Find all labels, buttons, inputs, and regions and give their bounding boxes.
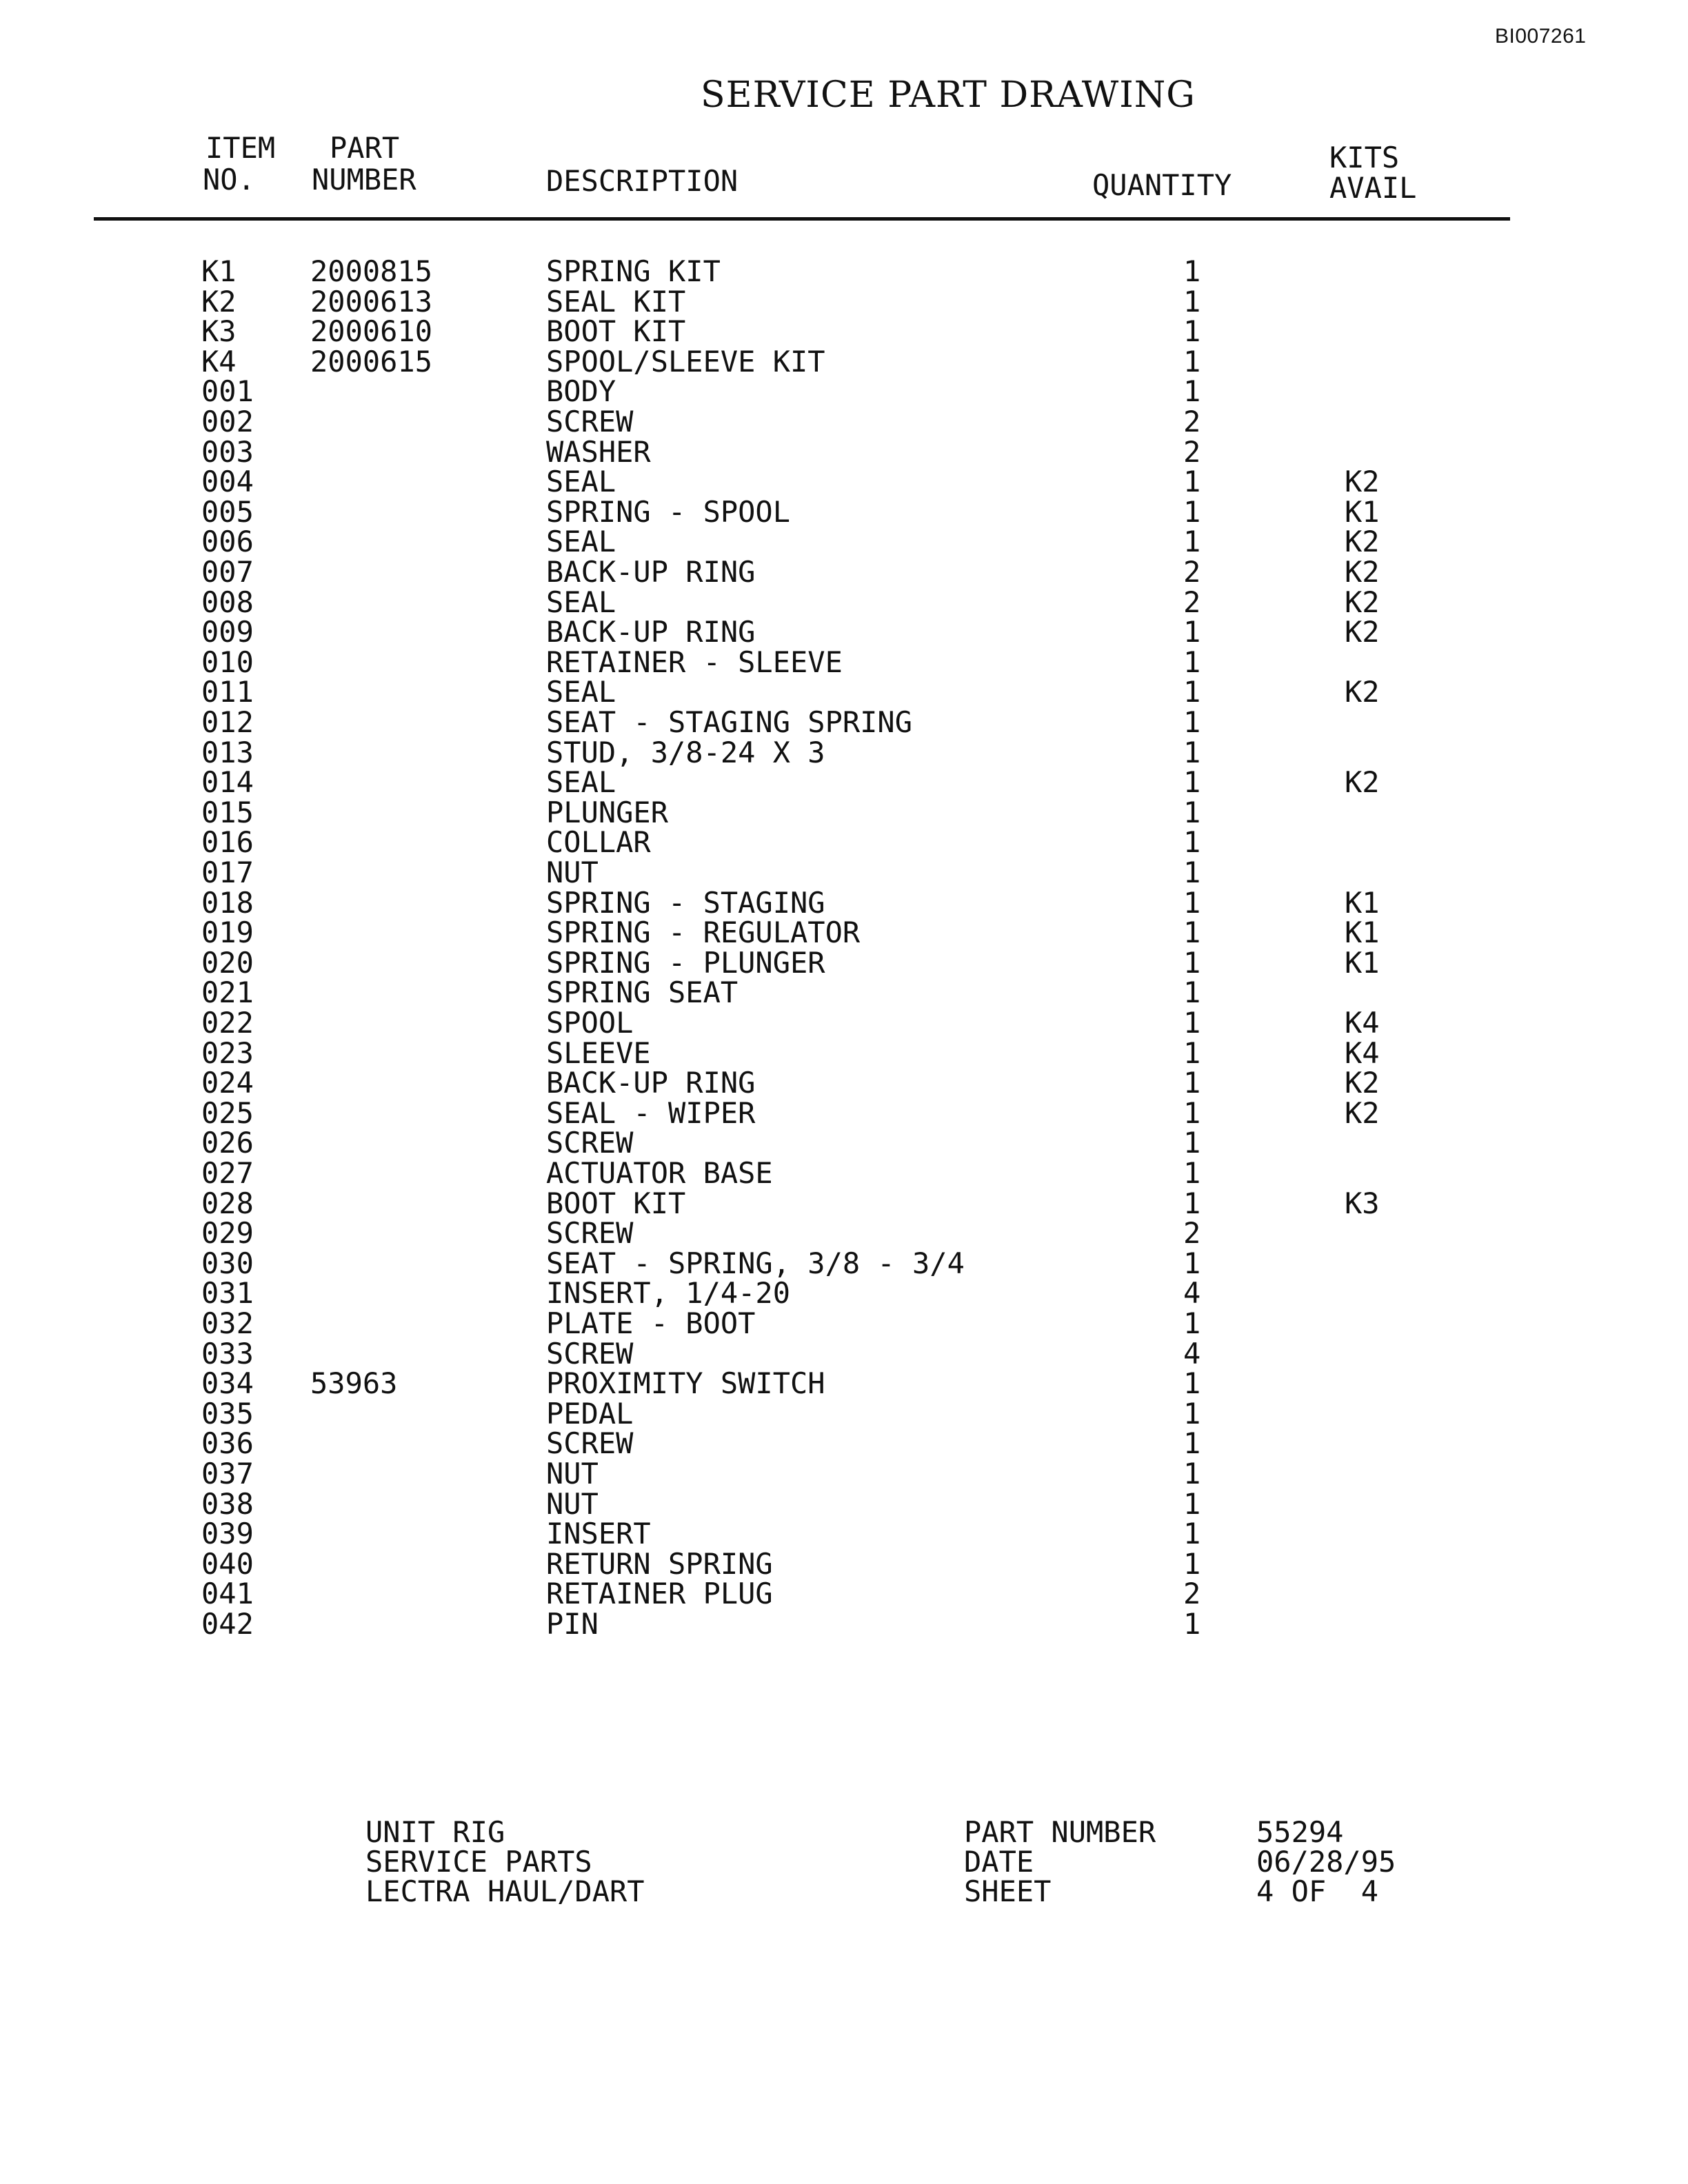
item-number: 035 xyxy=(201,1396,254,1430)
quantity: 1 xyxy=(1183,735,1201,769)
table-row xyxy=(0,1428,1688,1459)
quantity: 1 xyxy=(1183,1006,1201,1040)
part-description: NUT xyxy=(546,856,599,889)
quantity: 2 xyxy=(1183,1577,1201,1611)
item-number: 005 xyxy=(201,494,254,529)
table-row xyxy=(0,1186,1688,1220)
header-part-line1: PART xyxy=(330,131,400,165)
kit-available: K2 xyxy=(1345,615,1380,649)
footer-product: LECTRA HAUL/DART xyxy=(365,1874,645,1908)
item-number: 011 xyxy=(201,675,254,709)
table-row xyxy=(0,858,1688,888)
quantity: 4 xyxy=(1183,1276,1201,1311)
part-description: BOOT KIT xyxy=(546,314,686,349)
part-number: 53963 xyxy=(310,1366,398,1401)
table-row xyxy=(0,1486,1688,1521)
item-number: 020 xyxy=(201,945,254,980)
item-number: 017 xyxy=(201,856,254,889)
part-description: PEDAL xyxy=(546,1396,634,1430)
kit-available: K2 xyxy=(1345,765,1380,800)
part-description: SCREW xyxy=(546,405,634,438)
quantity: 1 xyxy=(1183,494,1201,529)
quantity: 1 xyxy=(1183,675,1201,709)
kit-available: K3 xyxy=(1345,1186,1380,1220)
header-quantity: QUANTITY xyxy=(1092,168,1232,202)
table-row xyxy=(0,256,1688,287)
item-number: 009 xyxy=(201,615,254,649)
item-number: 023 xyxy=(201,1035,254,1070)
item-number: 012 xyxy=(201,705,254,739)
item-number: 003 xyxy=(201,434,254,469)
item-number: 007 xyxy=(201,555,254,589)
quantity: 1 xyxy=(1183,374,1201,409)
item-number: 042 xyxy=(201,1607,254,1641)
part-description: ACTUATOR BASE xyxy=(546,1156,773,1190)
header-item-line1: ITEM xyxy=(205,131,276,165)
kit-available: K2 xyxy=(1345,525,1380,559)
quantity: 1 xyxy=(1183,1607,1201,1641)
quantity: 1 xyxy=(1183,284,1201,318)
part-description: INSERT, 1/4-20 xyxy=(546,1276,791,1311)
quantity: 1 xyxy=(1183,1126,1201,1160)
quantity: 1 xyxy=(1183,1457,1201,1490)
quantity: 1 xyxy=(1183,1546,1201,1581)
part-description: SCREW xyxy=(546,1336,634,1371)
part-description: BOOT KIT xyxy=(546,1186,686,1220)
table-row xyxy=(0,284,1688,318)
table-row xyxy=(0,494,1688,529)
item-number: 008 xyxy=(201,585,254,619)
table-row xyxy=(0,1546,1688,1581)
item-number: 034 xyxy=(201,1366,254,1401)
footer-service-parts: SERVICE PARTS xyxy=(365,1845,592,1879)
header-kits-line2: AVAIL xyxy=(1329,171,1417,205)
item-number: 015 xyxy=(201,795,254,829)
part-description: PROXIMITY SWITCH xyxy=(546,1366,825,1401)
quantity: 1 xyxy=(1183,885,1201,920)
item-number: 032 xyxy=(201,1306,254,1340)
item-number: 029 xyxy=(201,1216,254,1251)
table-row xyxy=(0,918,1688,948)
quantity: 2 xyxy=(1183,405,1201,438)
quantity: 1 xyxy=(1183,1066,1201,1100)
item-number: 040 xyxy=(201,1546,254,1581)
item-number: 006 xyxy=(201,525,254,559)
footer-label-date: DATE xyxy=(964,1845,1034,1879)
table-row xyxy=(0,1035,1688,1070)
item-number: 021 xyxy=(201,975,254,1010)
item-number: 027 xyxy=(201,1156,254,1190)
item-number: 036 xyxy=(201,1426,254,1461)
quantity: 1 xyxy=(1183,615,1201,649)
part-description: PIN xyxy=(546,1607,599,1641)
kit-available: K2 xyxy=(1345,465,1380,499)
quantity: 1 xyxy=(1183,1396,1201,1430)
table-row xyxy=(0,1579,1688,1609)
header-description: DESCRIPTION xyxy=(546,164,738,198)
table-row xyxy=(0,1336,1688,1371)
table-row xyxy=(0,795,1688,829)
table-row xyxy=(0,1095,1688,1130)
part-description: SPRING - REGULATOR xyxy=(546,916,861,950)
item-number: K4 xyxy=(201,344,237,378)
document-id: BI007261 xyxy=(1495,25,1587,48)
table-row xyxy=(0,587,1688,618)
quantity: 1 xyxy=(1183,1517,1201,1551)
kit-available: K1 xyxy=(1345,945,1380,980)
item-number: 037 xyxy=(201,1457,254,1490)
item-number: 010 xyxy=(201,645,254,679)
item-number: K2 xyxy=(201,284,237,318)
quantity: 1 xyxy=(1183,1095,1201,1130)
quantity: 1 xyxy=(1183,916,1201,950)
quantity: 1 xyxy=(1183,344,1201,378)
quantity: 1 xyxy=(1183,825,1201,860)
part-description: SPRING - STAGING xyxy=(546,885,825,920)
table-row xyxy=(0,344,1688,378)
kit-available: K1 xyxy=(1345,916,1380,950)
item-number: 019 xyxy=(201,916,254,950)
table-row xyxy=(0,1216,1688,1251)
table-row xyxy=(0,975,1688,1010)
item-number: 026 xyxy=(201,1126,254,1160)
table-row xyxy=(0,1459,1688,1489)
kit-available: K2 xyxy=(1345,675,1380,709)
item-number: K1 xyxy=(201,254,237,288)
footer-company: UNIT RIG xyxy=(365,1815,505,1849)
table-row xyxy=(0,527,1688,557)
item-number: 033 xyxy=(201,1336,254,1371)
table-row xyxy=(0,1519,1688,1549)
part-description: SEAL KIT xyxy=(546,284,686,318)
part-description: SPOOL/SLEEVE KIT xyxy=(546,344,825,378)
quantity: 1 xyxy=(1183,1156,1201,1190)
quantity: 1 xyxy=(1183,254,1201,288)
header-item-line2: NO. xyxy=(203,163,255,196)
part-description: SPRING KIT xyxy=(546,254,721,288)
part-description: RETAINER PLUG xyxy=(546,1577,773,1611)
table-row xyxy=(0,1068,1688,1098)
table-row xyxy=(0,1128,1688,1158)
part-description: SEAL - WIPER xyxy=(546,1095,756,1130)
table-row xyxy=(0,647,1688,678)
table-row xyxy=(0,557,1688,587)
item-number: 002 xyxy=(201,405,254,438)
part-number: 2000815 xyxy=(310,254,433,288)
item-number: 024 xyxy=(201,1066,254,1100)
item-number: 030 xyxy=(201,1246,254,1280)
part-description: SPOOL xyxy=(546,1006,634,1040)
quantity: 4 xyxy=(1183,1336,1201,1371)
part-number: 2000610 xyxy=(310,314,433,349)
part-description: SEAL xyxy=(546,465,616,499)
table-row xyxy=(0,434,1688,469)
quantity: 1 xyxy=(1183,795,1201,829)
part-description: SCREW xyxy=(546,1216,634,1251)
part-description: BACK-UP RING xyxy=(546,555,756,589)
table-row xyxy=(0,1248,1688,1279)
kit-available: K1 xyxy=(1345,885,1380,920)
table-row xyxy=(0,945,1688,980)
quantity: 1 xyxy=(1183,1486,1201,1521)
item-number: 031 xyxy=(201,1276,254,1311)
part-description: BACK-UP RING xyxy=(546,1066,756,1100)
table-row xyxy=(0,467,1688,497)
quantity: 1 xyxy=(1183,1426,1201,1461)
quantity: 1 xyxy=(1183,975,1201,1010)
table-row xyxy=(0,827,1688,858)
table-row xyxy=(0,1368,1688,1399)
header-rule xyxy=(94,217,1510,221)
kit-available: K2 xyxy=(1345,585,1380,619)
part-description: SEAT - SPRING, 3/8 - 3/4 xyxy=(546,1246,965,1280)
part-description: SPRING - PLUNGER xyxy=(546,945,825,980)
quantity: 1 xyxy=(1183,705,1201,739)
part-description: SPRING SEAT xyxy=(546,975,738,1010)
table-row xyxy=(0,677,1688,707)
table-row xyxy=(0,407,1688,437)
part-description: PLATE - BOOT xyxy=(546,1306,756,1340)
quantity: 1 xyxy=(1183,465,1201,499)
table-row xyxy=(0,1158,1688,1189)
kit-available: K2 xyxy=(1345,555,1380,589)
table-row xyxy=(0,1008,1688,1038)
part-description: SEAL xyxy=(546,765,616,800)
item-number: 038 xyxy=(201,1486,254,1521)
part-number: 2000615 xyxy=(310,344,433,378)
footer-label-part-number: PART NUMBER xyxy=(964,1815,1156,1849)
part-description: BACK-UP RING xyxy=(546,615,756,649)
part-description: SEAL xyxy=(546,525,616,559)
item-number: 025 xyxy=(201,1095,254,1130)
table-row xyxy=(0,885,1688,920)
quantity: 1 xyxy=(1183,1186,1201,1220)
item-number: 041 xyxy=(201,1577,254,1611)
part-description: NUT xyxy=(546,1486,599,1521)
part-description: RETURN SPRING xyxy=(546,1546,773,1581)
kit-available: K1 xyxy=(1345,494,1380,529)
kit-available: K2 xyxy=(1345,1095,1380,1130)
part-description: STUD, 3/8-24 X 3 xyxy=(546,735,825,769)
item-number: 039 xyxy=(201,1517,254,1551)
part-description: NUT xyxy=(546,1457,599,1490)
header-kits-line1: KITS xyxy=(1329,141,1400,174)
table-row xyxy=(0,707,1688,738)
header-part-line2: NUMBER xyxy=(312,163,416,196)
part-description: SCREW xyxy=(546,1126,634,1160)
footer-part-number: 55294 xyxy=(1256,1815,1344,1849)
kit-available: K4 xyxy=(1345,1006,1380,1040)
item-number: K3 xyxy=(201,314,237,349)
kit-available: K4 xyxy=(1345,1035,1380,1070)
footer-sheet: 4 OF 4 xyxy=(1256,1874,1379,1908)
item-number: 028 xyxy=(201,1186,254,1220)
page-title: SERVICE PART DRAWING xyxy=(701,74,1196,116)
quantity: 1 xyxy=(1183,645,1201,679)
item-number: 022 xyxy=(201,1006,254,1040)
part-description: INSERT xyxy=(546,1517,651,1551)
quantity: 1 xyxy=(1183,1306,1201,1340)
part-description: BODY xyxy=(546,374,616,409)
quantity: 1 xyxy=(1183,1366,1201,1401)
quantity: 1 xyxy=(1183,1246,1201,1280)
quantity: 2 xyxy=(1183,555,1201,589)
part-description: SEAL xyxy=(546,675,616,709)
part-description: WASHER xyxy=(546,434,651,469)
table-row xyxy=(0,316,1688,347)
item-number: 001 xyxy=(201,374,254,409)
quantity: 2 xyxy=(1183,585,1201,619)
table-row xyxy=(0,1308,1688,1339)
quantity: 1 xyxy=(1183,314,1201,349)
item-number: 018 xyxy=(201,885,254,920)
quantity: 1 xyxy=(1183,856,1201,889)
part-description: RETAINER - SLEEVE xyxy=(546,645,843,679)
quantity: 2 xyxy=(1183,434,1201,469)
footer-date: 06/28/95 xyxy=(1256,1845,1396,1879)
part-description: SEAT - STAGING SPRING xyxy=(546,705,913,739)
quantity: 2 xyxy=(1183,1216,1201,1251)
item-number: 013 xyxy=(201,735,254,769)
part-description: PLUNGER xyxy=(546,795,669,829)
kit-available: K2 xyxy=(1345,1066,1380,1100)
quantity: 1 xyxy=(1183,1035,1201,1070)
item-number: 004 xyxy=(201,465,254,499)
quantity: 1 xyxy=(1183,765,1201,800)
table-row xyxy=(0,1276,1688,1311)
table-row xyxy=(0,1396,1688,1430)
item-number: 016 xyxy=(201,825,254,860)
part-number: 2000613 xyxy=(310,284,433,318)
part-description: SLEEVE xyxy=(546,1035,651,1070)
part-description: SCREW xyxy=(546,1426,634,1461)
table-row xyxy=(0,376,1688,407)
item-number: 014 xyxy=(201,765,254,800)
table-row xyxy=(0,617,1688,647)
part-description: SEAL xyxy=(546,585,616,619)
quantity: 1 xyxy=(1183,945,1201,980)
table-row xyxy=(0,1609,1688,1639)
quantity: 1 xyxy=(1183,525,1201,559)
footer-label-sheet: SHEET xyxy=(964,1874,1052,1908)
table-row xyxy=(0,767,1688,798)
part-description: COLLAR xyxy=(546,825,651,860)
part-description: SPRING - SPOOL xyxy=(546,494,791,529)
table-row xyxy=(0,735,1688,769)
